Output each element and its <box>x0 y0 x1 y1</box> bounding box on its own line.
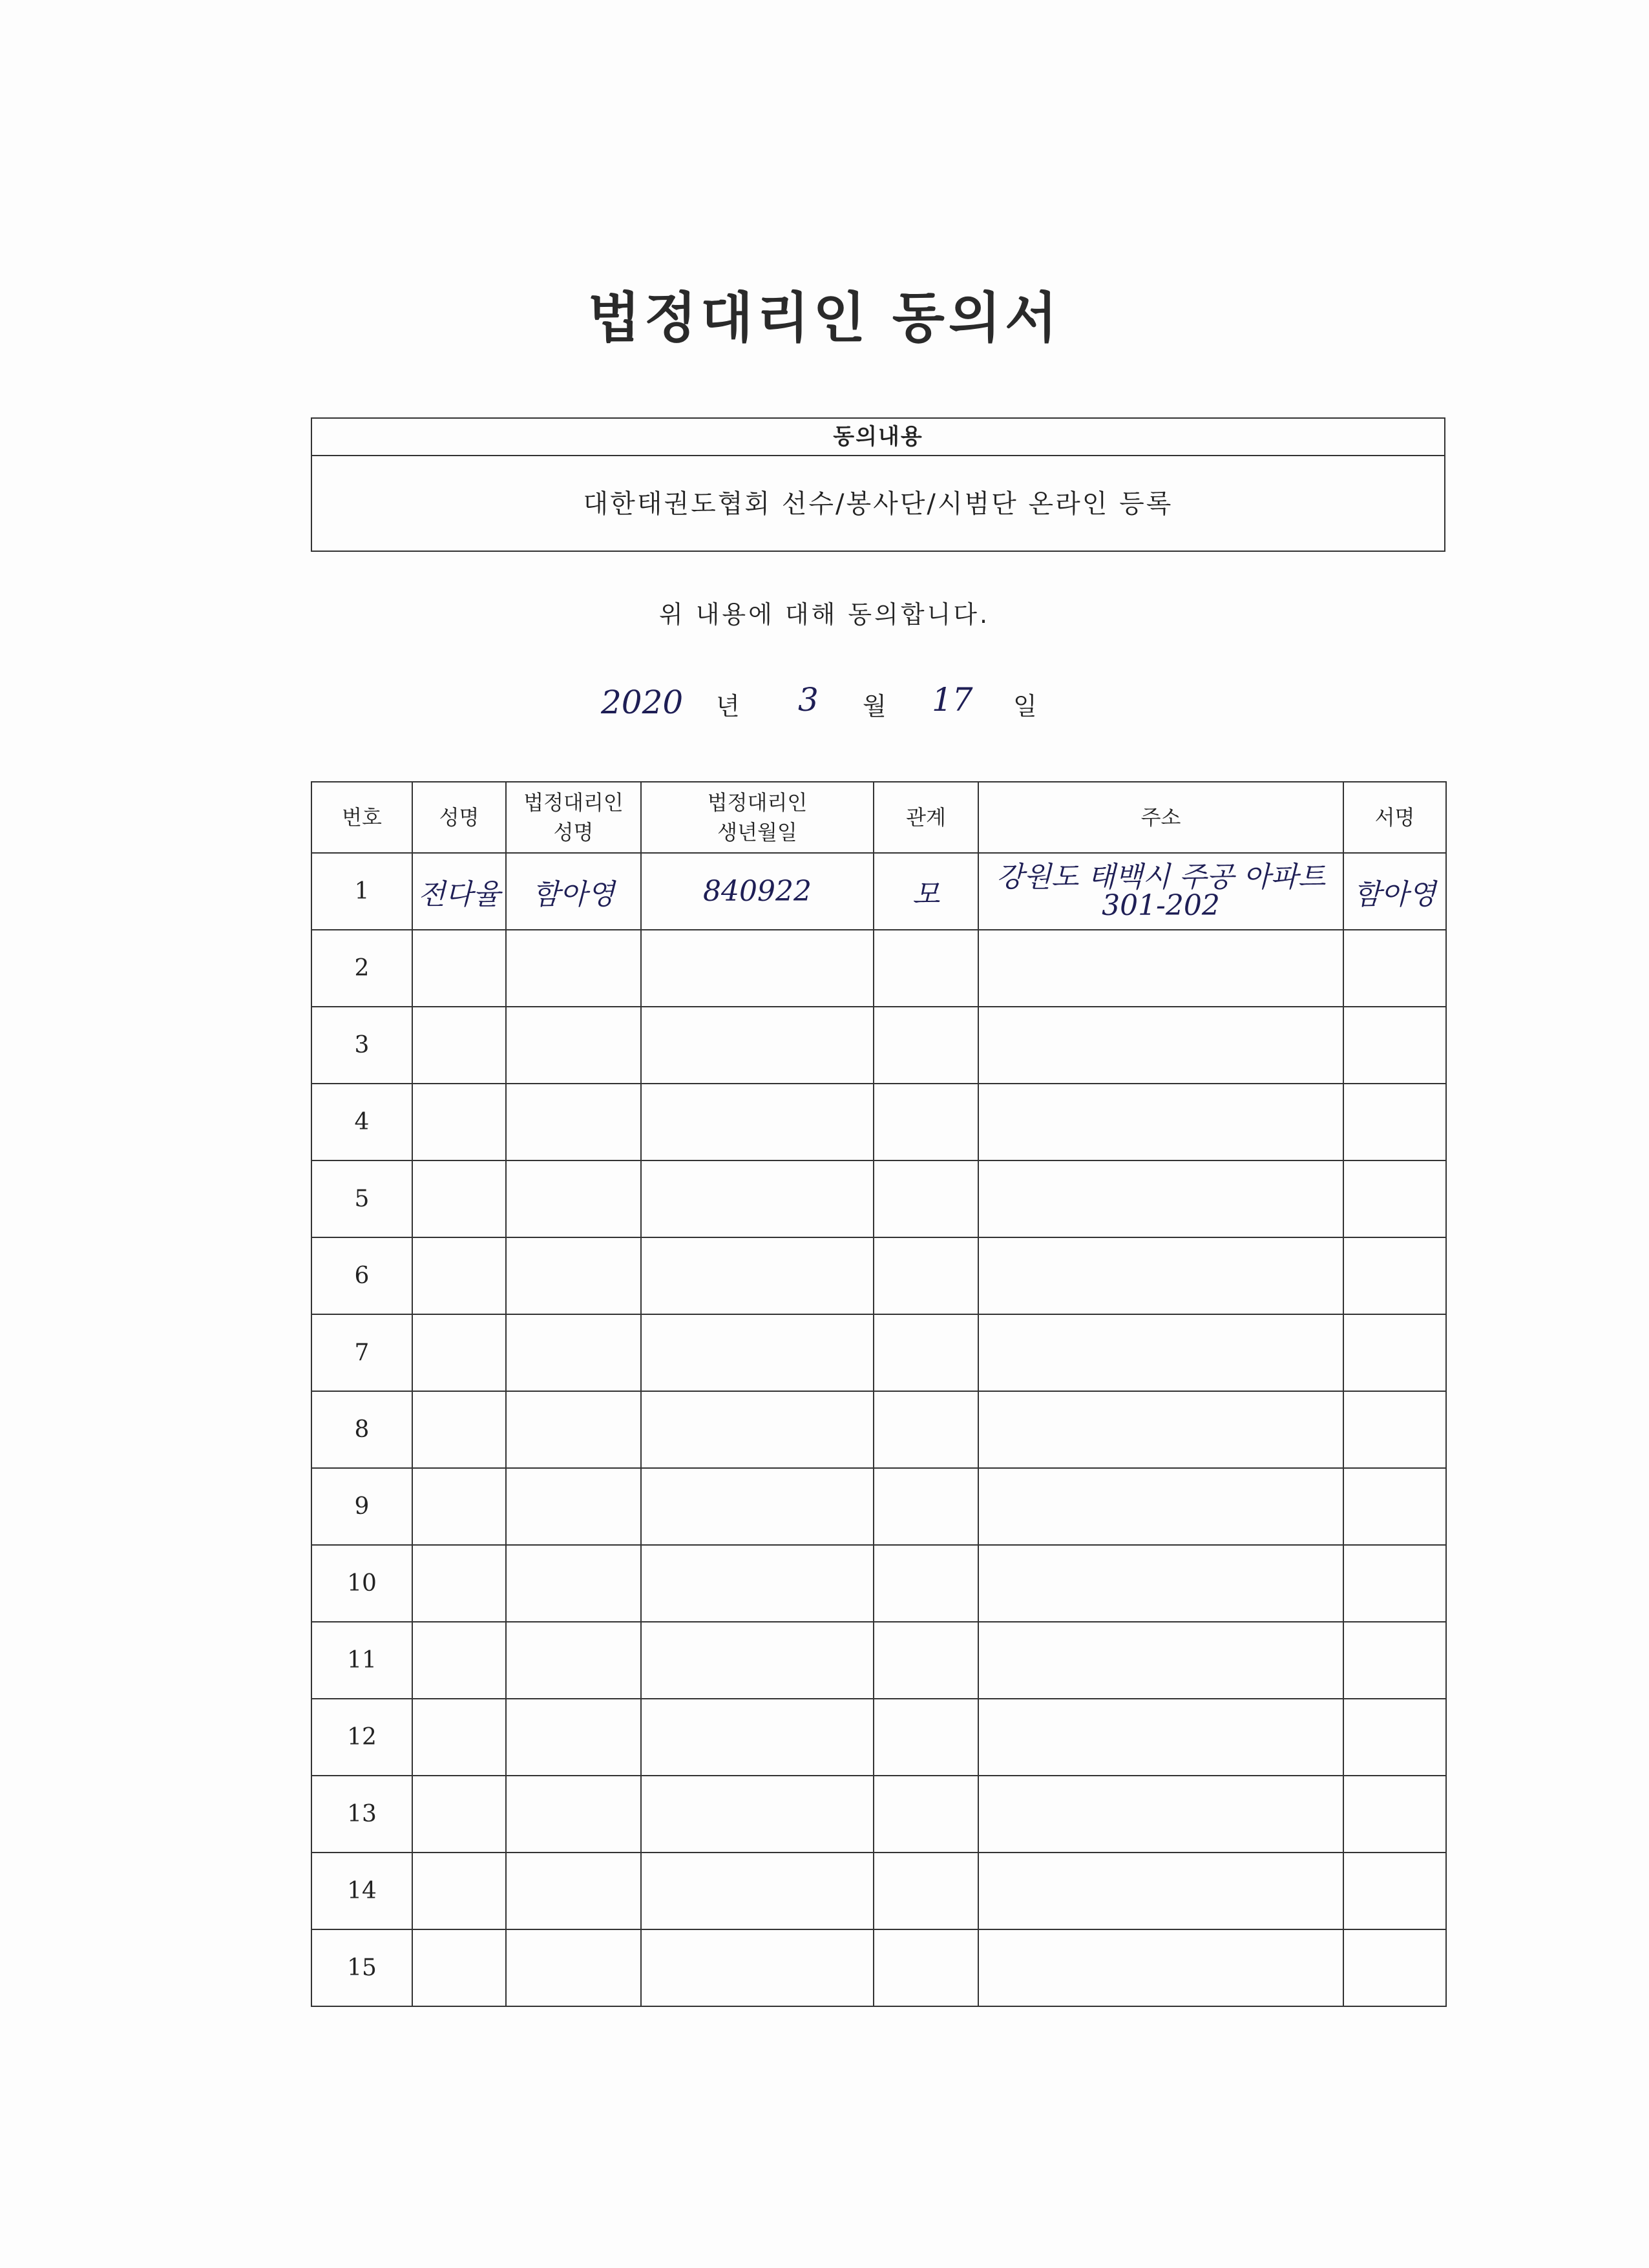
child-name-cell <box>412 1468 506 1545</box>
row-number: 2 <box>311 930 412 1007</box>
guardian-birth-cell <box>641 1160 874 1237</box>
child-name-cell <box>412 1391 506 1468</box>
signature-cell <box>1343 1391 1446 1468</box>
guardian-birth-cell <box>641 1391 874 1468</box>
table-row <box>311 930 1446 1007</box>
guardian-name-cell <box>506 1545 641 1622</box>
guardian-birth-cell <box>641 1468 874 1545</box>
signature-cell <box>1343 1237 1446 1314</box>
guardian-birth-cell <box>641 1776 874 1853</box>
table-row <box>311 1776 1446 1853</box>
table-row <box>311 1622 1446 1699</box>
table-row <box>311 1545 1446 1622</box>
row-number: 8 <box>311 1391 412 1468</box>
table-row <box>311 1237 1446 1314</box>
signature-cell <box>1343 1314 1446 1391</box>
date-year: 2020 <box>601 684 684 721</box>
date-month-label: 월 <box>863 692 887 720</box>
signature-cell <box>1343 1699 1446 1776</box>
row-number: 7 <box>311 1314 412 1391</box>
guardian-name-cell <box>506 1391 641 1468</box>
guardian-name-cell <box>506 1622 641 1699</box>
child-name-cell: 전다율 <box>412 853 506 930</box>
table-row <box>311 1084 1446 1160</box>
signature-cell <box>1343 1545 1446 1622</box>
table-row <box>311 1929 1446 2006</box>
date-day-label: 일 <box>1013 692 1037 720</box>
col-address: 주소 <box>978 782 1343 853</box>
signature-cell: 함아영 <box>1343 853 1446 930</box>
relation-cell <box>874 1314 978 1391</box>
guardian-name-cell <box>506 1237 641 1314</box>
row-number: 12 <box>311 1699 412 1776</box>
relation-cell <box>874 1699 978 1776</box>
table-row <box>311 853 1446 930</box>
relation-cell <box>874 1237 978 1314</box>
date-day: 17 <box>932 681 973 719</box>
col-guardian-birth: 법정대리인 생년월일 <box>641 782 874 853</box>
guardian-name-cell: 함아영 <box>506 853 641 930</box>
row-number: 4 <box>311 1084 412 1160</box>
child-name-cell <box>412 1545 506 1622</box>
guardian-name-cell <box>506 930 641 1007</box>
page-title: 법정대리인 동의서 <box>587 286 1062 350</box>
row-number: 10 <box>311 1545 412 1622</box>
relation-cell <box>874 1391 978 1468</box>
signature-cell <box>1343 1853 1446 1929</box>
address-cell <box>978 1237 1343 1314</box>
relation-cell: 모 <box>874 853 978 930</box>
signature-cell <box>1343 930 1446 1007</box>
guardian-name-cell <box>506 1084 641 1160</box>
table-row <box>311 1853 1446 1929</box>
address-cell <box>978 1391 1343 1468</box>
guardian-birth-cell <box>641 1699 874 1776</box>
consent-box <box>311 417 1445 552</box>
address-cell <box>978 1853 1343 1929</box>
date-year-label: 년 <box>716 692 740 720</box>
row-number: 11 <box>311 1622 412 1699</box>
row-number: 13 <box>311 1776 412 1853</box>
relation-cell <box>874 1929 978 2006</box>
consent-header: 동의내용 <box>312 419 1444 456</box>
address-cell <box>978 1007 1343 1084</box>
address-cell <box>978 1468 1343 1545</box>
relation-cell <box>874 1545 978 1622</box>
date-row <box>0 672 1649 730</box>
child-name-cell <box>412 1084 506 1160</box>
guardian-name-cell <box>506 1468 641 1545</box>
guardian-birth-cell <box>641 1622 874 1699</box>
row-number: 3 <box>311 1007 412 1084</box>
guardian-birth-cell <box>641 1545 874 1622</box>
guardian-birth-cell <box>641 1314 874 1391</box>
child-name-cell <box>412 1160 506 1237</box>
guardian-birth-cell <box>641 930 874 1007</box>
address-cell <box>978 930 1343 1007</box>
address-cell <box>978 1776 1343 1853</box>
child-name-cell <box>412 1622 506 1699</box>
child-name-cell <box>412 1699 506 1776</box>
relation-cell <box>874 930 978 1007</box>
guardian-birth-cell <box>641 1929 874 2006</box>
guardian-name-cell <box>506 1007 641 1084</box>
signature-cell <box>1343 1160 1446 1237</box>
guardian-name-cell <box>506 1314 641 1391</box>
relation-cell <box>874 1007 978 1084</box>
signature-cell <box>1343 1622 1446 1699</box>
guardian-birth-cell <box>641 1084 874 1160</box>
relation-cell <box>874 1776 978 1853</box>
address-cell <box>978 1545 1343 1622</box>
row-number: 1 <box>311 853 412 930</box>
child-name-cell <box>412 1314 506 1391</box>
table-header-row <box>311 782 1446 853</box>
table-row <box>311 1391 1446 1468</box>
guardian-birth-cell: 840922 <box>641 853 874 930</box>
guardian-birth-cell <box>641 1237 874 1314</box>
address-cell <box>978 1929 1343 2006</box>
child-name-cell <box>412 1007 506 1084</box>
col-name: 성명 <box>412 782 506 853</box>
table-row <box>311 1699 1446 1776</box>
relation-cell <box>874 1160 978 1237</box>
signature-cell <box>1343 1468 1446 1545</box>
col-signature: 서명 <box>1343 782 1446 853</box>
address-cell <box>978 1084 1343 1160</box>
table-row <box>311 1314 1446 1391</box>
signature-cell <box>1343 1084 1446 1160</box>
guardian-name-cell <box>506 1853 641 1929</box>
guardian-name-cell <box>506 1776 641 1853</box>
col-relation: 관계 <box>874 782 978 853</box>
signature-cell <box>1343 1929 1446 2006</box>
guardian-name-cell <box>506 1929 641 2006</box>
guardian-name-cell <box>506 1699 641 1776</box>
signature-cell <box>1343 1776 1446 1853</box>
col-no: 번호 <box>311 782 412 853</box>
address-cell <box>978 1622 1343 1699</box>
relation-cell <box>874 1853 978 1929</box>
row-number: 9 <box>311 1468 412 1545</box>
agreement-statement: 위 내용에 대해 동의합니다. <box>658 600 991 629</box>
relation-cell <box>874 1622 978 1699</box>
table-row <box>311 1160 1446 1237</box>
relation-cell <box>874 1084 978 1160</box>
date-month: 3 <box>798 681 819 719</box>
guardian-name-cell <box>506 1160 641 1237</box>
child-name-cell <box>412 1776 506 1853</box>
address-cell: 강원도 태백시 주공 아파트 301-202 <box>978 853 1343 930</box>
relation-cell <box>874 1468 978 1545</box>
table-row <box>311 1468 1446 1545</box>
guardian-birth-cell <box>641 1007 874 1084</box>
row-number: 6 <box>311 1237 412 1314</box>
child-name-cell <box>412 1237 506 1314</box>
row-number: 15 <box>311 1929 412 2006</box>
guardian-table <box>311 781 1447 2007</box>
address-cell <box>978 1314 1343 1391</box>
consent-body: 대한태권도협회 선수/봉사단/시범단 온라인 등록 <box>583 489 1173 519</box>
col-guardian-name: 법정대리인 성명 <box>506 782 641 853</box>
table-row <box>311 1007 1446 1084</box>
row-number: 14 <box>311 1853 412 1929</box>
signature-cell <box>1343 1007 1446 1084</box>
child-name-cell <box>412 1853 506 1929</box>
guardian-birth-cell <box>641 1853 874 1929</box>
address-cell <box>978 1160 1343 1237</box>
row-number: 5 <box>311 1160 412 1237</box>
child-name-cell <box>412 930 506 1007</box>
child-name-cell <box>412 1929 506 2006</box>
address-cell <box>978 1699 1343 1776</box>
